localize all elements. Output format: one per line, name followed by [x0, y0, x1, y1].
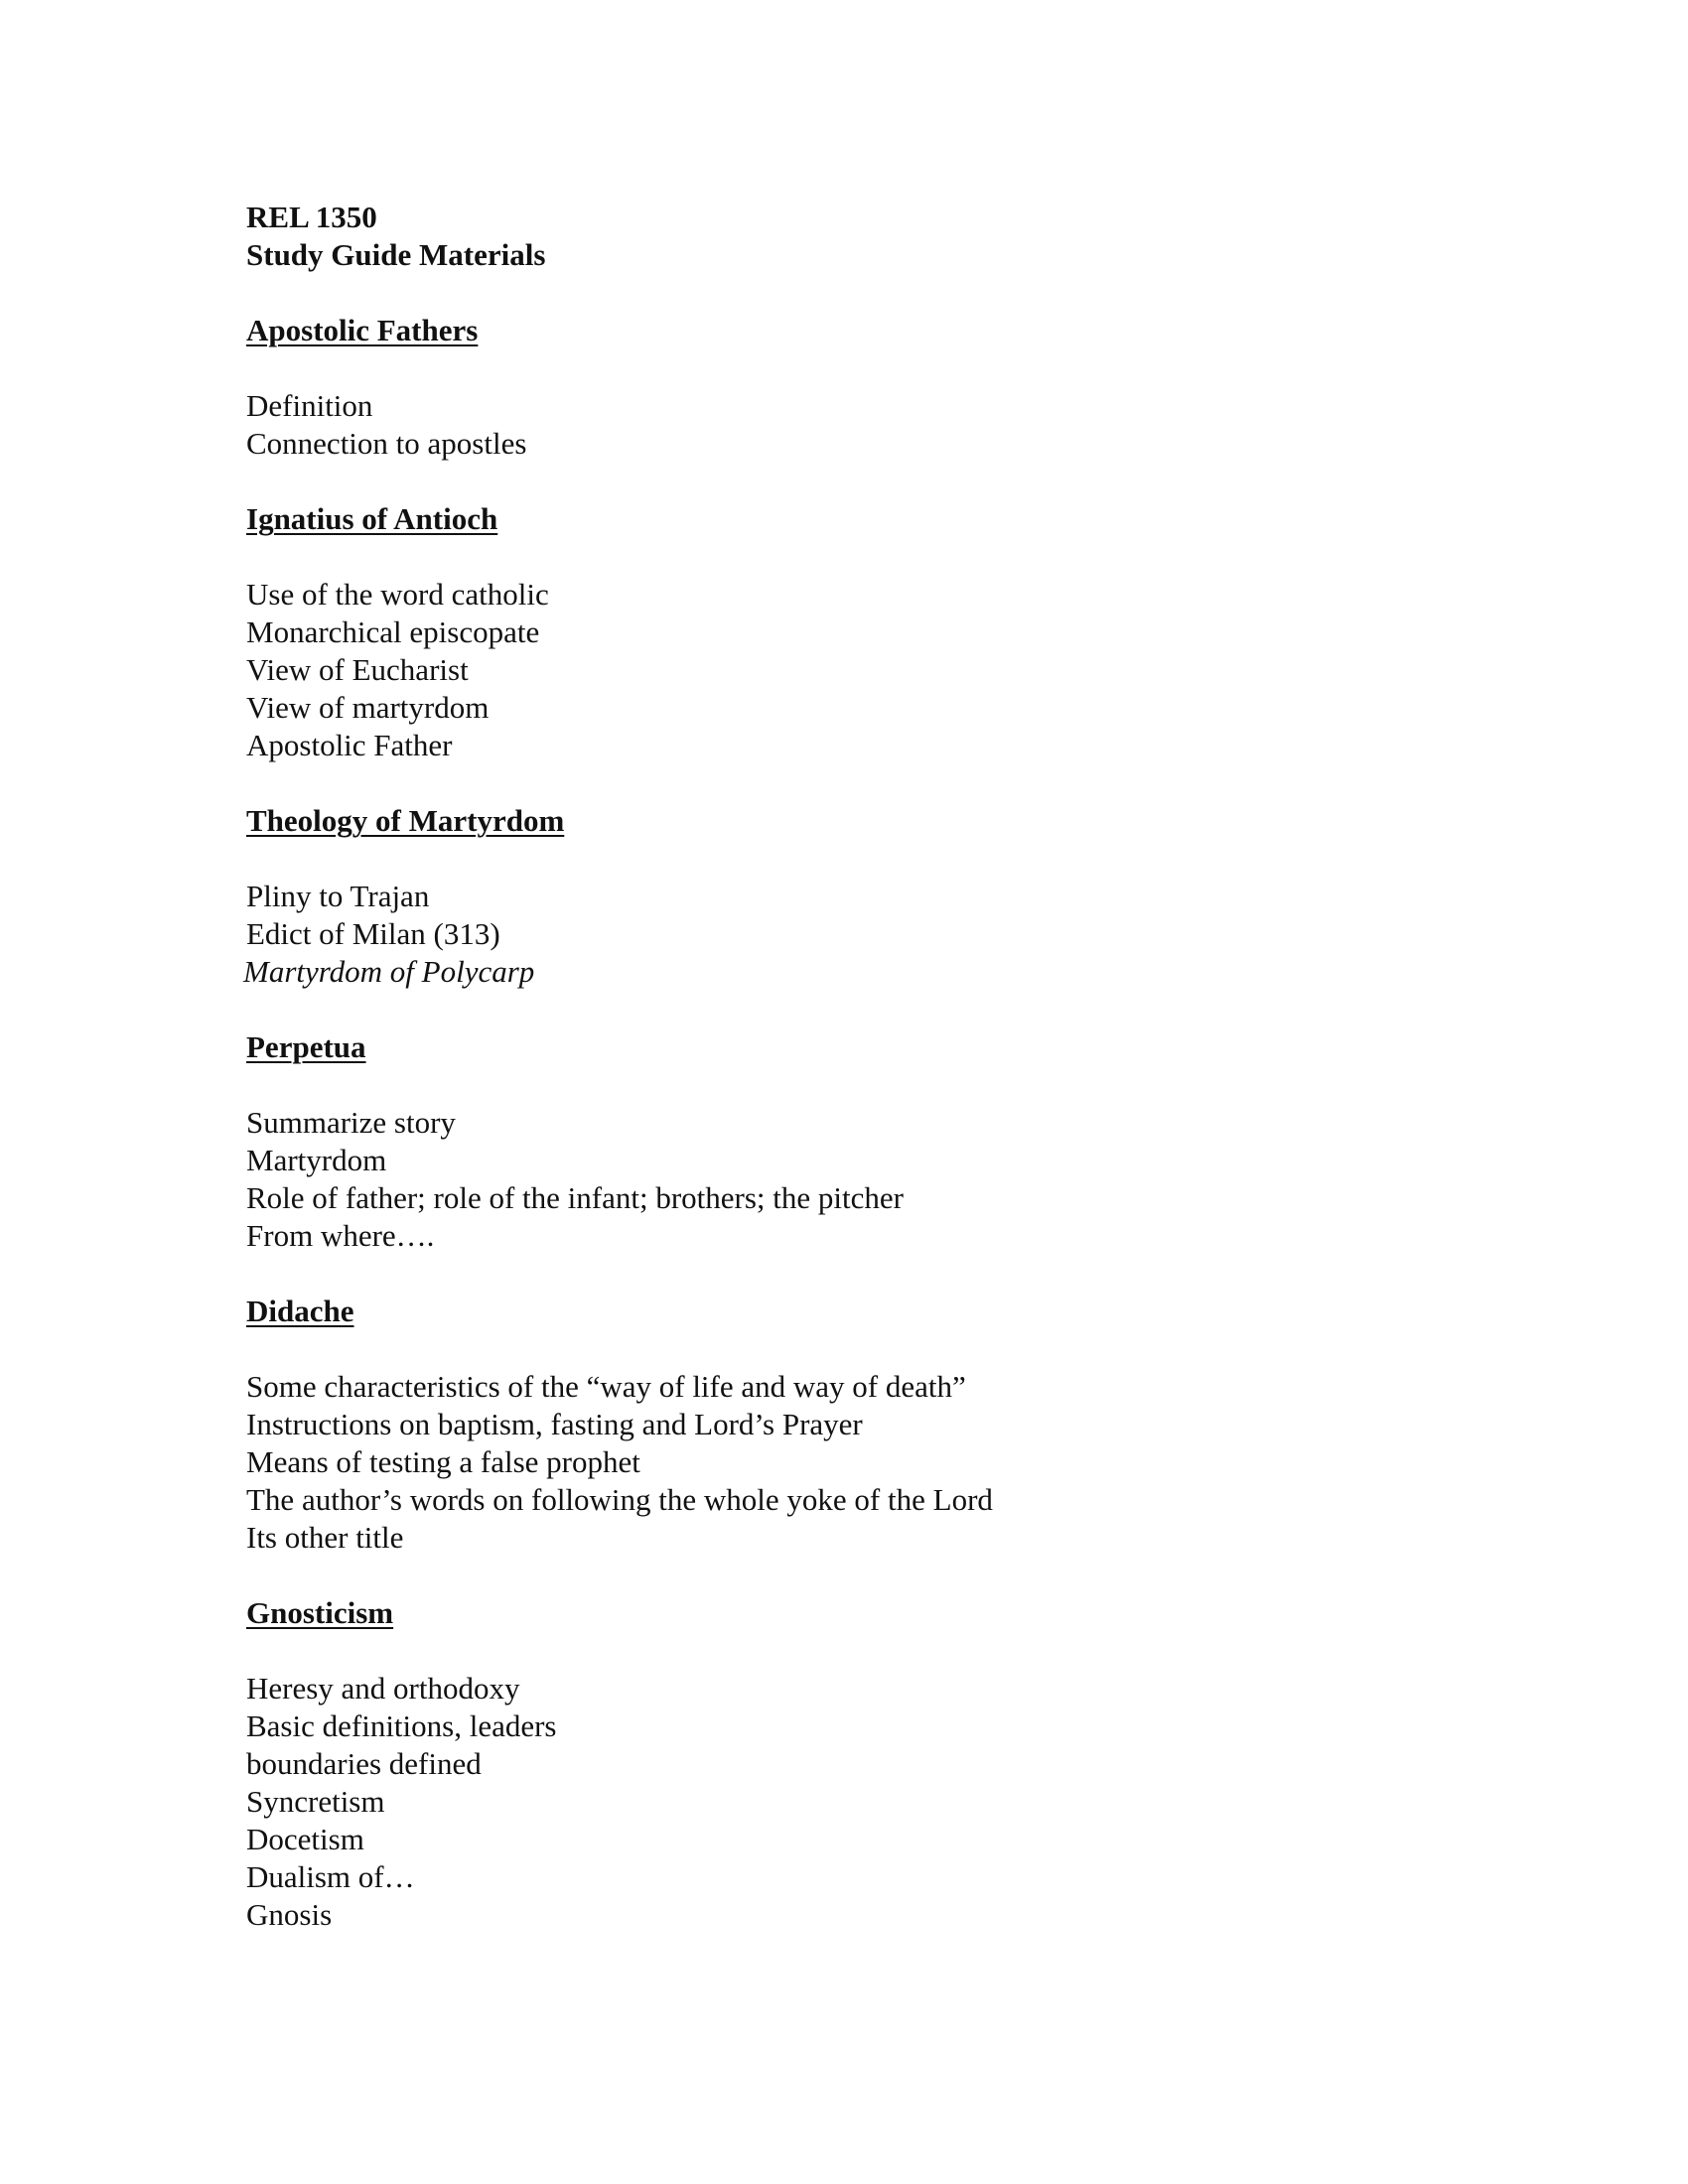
section-heading: Ignatius of Antioch [246, 501, 498, 536]
list-item: Its other title [246, 1520, 404, 1555]
list-item: Docetism [246, 1822, 364, 1856]
list-item: Some characteristics of the “way of life and way of death” [246, 1369, 966, 1404]
list-item: Pliny to Trajan [246, 879, 430, 913]
spacer [246, 840, 1537, 878]
list-item: Dualism of… [246, 1859, 415, 1894]
spacer [246, 991, 1537, 1028]
section-apostolic-fathers [246, 312, 1537, 500]
list-item: Edict of Milan (313) [246, 916, 500, 951]
list-item: Instructions on baptism, fasting and Lord’s Prayer [246, 1407, 863, 1441]
spacer [246, 1330, 1537, 1368]
section-heading: Perpetua [246, 1029, 366, 1064]
list-item: The author’s words on following the whole yoke of the Lord [246, 1482, 993, 1517]
list-item: From where…. [246, 1218, 435, 1253]
spacer [246, 1632, 1537, 1670]
course-code: REL 1350 [246, 200, 377, 234]
list-item: Definition [246, 388, 373, 423]
section-theology-of-martyrdom [243, 802, 1537, 1028]
spacer [246, 274, 1537, 312]
list-item: Summarize story [246, 1105, 456, 1140]
section-heading: Apostolic Fathers [246, 313, 479, 347]
list-item: View of martyrdom [246, 690, 490, 725]
list-item: Syncretism [246, 1784, 385, 1819]
list-item: Basic definitions, leaders [246, 1708, 557, 1743]
section-perpetua [246, 1028, 1537, 1293]
list-item: Heresy and orthodoxy [246, 1671, 520, 1706]
list-item: Gnosis [246, 1897, 333, 1932]
list-item-italic-title: Martyrdom of Polycarp [243, 954, 535, 989]
spacer [246, 1255, 1537, 1293]
section-heading: Didache [246, 1294, 354, 1328]
section-heading: Gnosticism [246, 1595, 394, 1630]
list-item: View of Eucharist [246, 652, 469, 687]
list-item: Connection to apostles [246, 426, 527, 461]
section-didache [246, 1293, 1537, 1594]
spacer [246, 463, 1537, 500]
spacer [246, 349, 1537, 387]
list-item: boundaries defined [246, 1746, 482, 1781]
study-guide-body [243, 199, 1537, 1934]
spacer [246, 764, 1537, 802]
section-gnosticism [246, 1594, 1537, 1934]
list-item: Use of the word catholic [246, 577, 549, 612]
spacer [246, 538, 1537, 576]
spacer [246, 1066, 1537, 1104]
list-item: Means of testing a false prophet [246, 1444, 640, 1479]
list-item: Apostolic Father [246, 728, 453, 762]
list-item: Martyrdom [246, 1143, 387, 1177]
list-item: Monarchical episcopate [246, 614, 540, 649]
list-item: Role of father; role of the infant; brothers; the pitcher [246, 1180, 904, 1215]
spacer [246, 1557, 1537, 1594]
document-title: Study Guide Materials [246, 237, 546, 272]
section-heading: Theology of Martyrdom [246, 803, 565, 838]
section-ignatius-of-antioch [246, 500, 1537, 802]
